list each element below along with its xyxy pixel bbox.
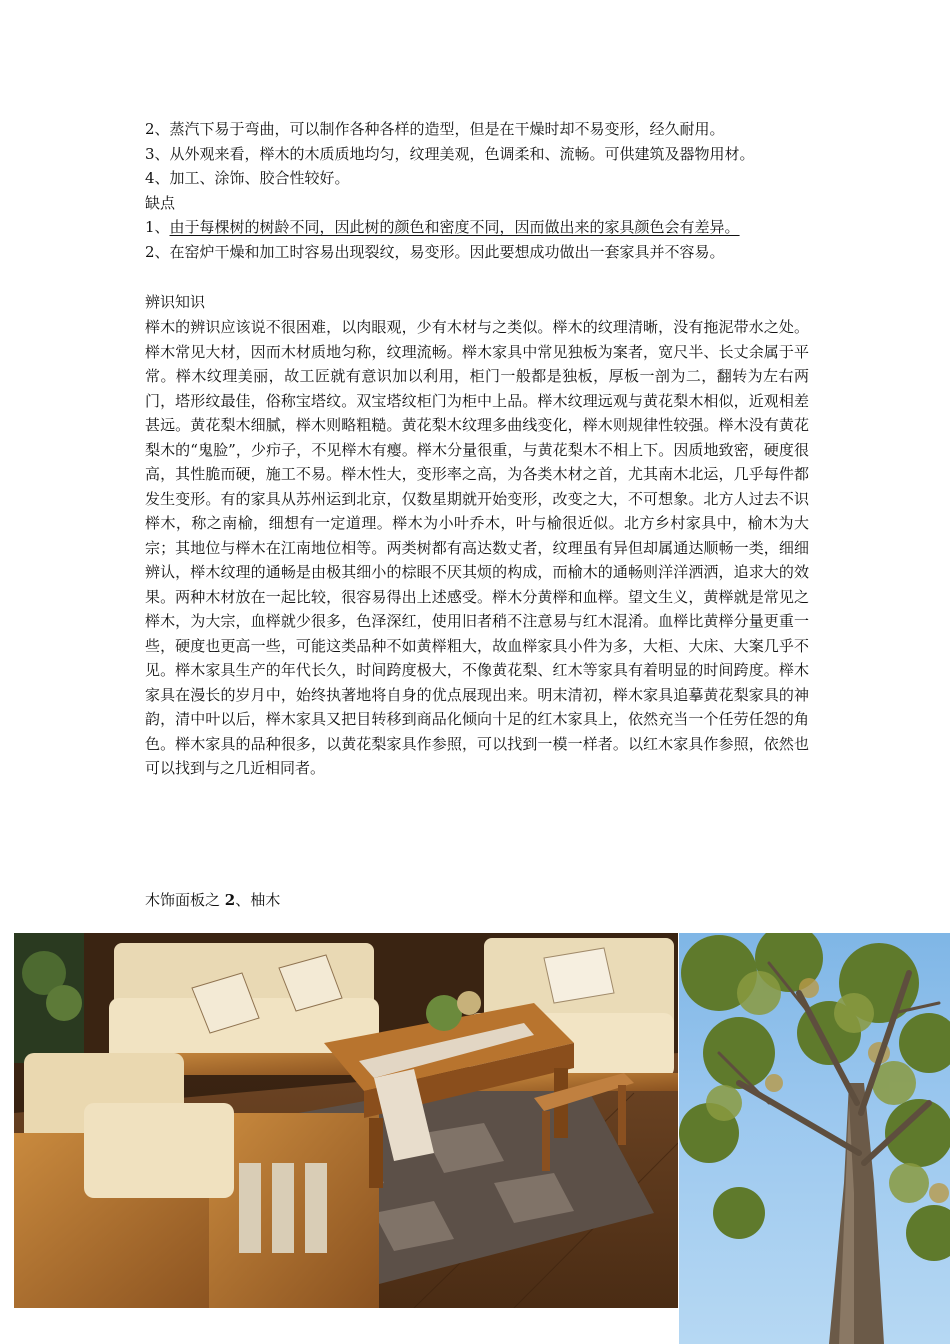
pros-list: [145, 117, 809, 264]
pros-line: 3、从外观来看，榉木的木质质地均匀，纹理美观，色调柔和、流畅。可供建筑及器物用材。: [145, 144, 755, 163]
cons-line-prefix: 1、: [145, 218, 170, 236]
sofa-photo: [14, 933, 678, 1308]
section-title-suffix: 、柚木: [235, 891, 281, 909]
sofa-photo-illustration: [14, 933, 678, 1308]
section-title-number: 2: [224, 891, 236, 909]
pros-line: 2、蒸汽下易于弯曲，可以制作各种各样的造型，但是在干燥时却不易变形，经久耐用。: [145, 120, 725, 138]
cons-line: [145, 240, 809, 265]
section-title-prefix: 木饰面板之: [145, 891, 221, 909]
tree-photo: [679, 933, 950, 1344]
cons-line-text-underlined: 由于每棵树的树龄不同，因此树的颜色和密度不同，因而做出来的家具颜色会有差异。: [169, 218, 740, 236]
pros-line: 4、加工、涂饰、胶合性较好。: [145, 169, 350, 187]
identification-title: 辨识知识: [145, 293, 206, 311]
cons-line: [145, 215, 809, 240]
section-title: [145, 889, 280, 911]
tree-photo-illustration: [679, 933, 950, 1344]
identification-body: 榉木的辨识应该说不很困难，以肉眼观，少有木材与之类似。榉木的纹理清晰，没有拖泥带水之处。榉木常见大材，因而木材质地匀称，纹理流畅。榉木家具中常见独板为案者，宽尺半、长丈余属于平常。榉木纹理美丽，故工匠就有意识加以利用，柜门一般都是独板，厚板一剖为二，翻转为左右两门，塔形纹最佳，俗称宝塔纹。双宝塔纹柜门为柜中上品。榉木纹理远观与黄花梨木相似，近观相差甚远。黄花梨木细腻，榉木则略粗糙。黄花梨木纹理多曲线变化，榉木则规律性较强。榉木没有黄花梨木的“鬼脸”，少疖子，不见榉木有瘿。榉木分量很重，与黄花梨木不相上下。因质地致密，硬度很高，其性脆而硬，施工不易。榉木性大，变形率之高，为各类木材之首，尤其南木北运，几乎每件都发生变形。有的家具从苏州运到北京，仅数星期就开始变形，改变之大，不可想象。北方人过去不识榉木，称之南榆，细想有一定道理。榉木为小叶乔木，叶与榆很近似。北方乡村家具中，榆木为大宗；其地位与榉木在江南地位相等。两类树都有高达数丈者，纹理虽有异但却属通达顺畅一类，细细辨认，榉木纹理的通畅是由极其细小的棕眼不厌其烦的构成，而榆木的通畅则洋洋洒洒，追求大的效果。两种木材放在一起比较，很容易得出上述感受。榉木分黄榉和血榉。望文生义，黄榉就是常见之榉木，为大宗，血榉就少很多，色泽深红，使用旧者稍不注意易与红木混淆。血榉比黄榉分量更重一些，硬度也更高一些，可能这类品种不如黄榉粗大，故血榉家具小件为多，大柜、大床、大案几乎不见。榉木家具生产的年代长久，时间跨度极大，不像黄花梨、红木等家具有着明显的时间跨度。榉木家具在漫长的岁月中，始终执著地将自身的优点展现出来。明末清初，榉木家具追摹黄花梨家具的神韵，清中叶以后，榉木家具又把目转移到商品化倾向十足的红木家具上，依然充当一个任劳任怨的角色。榉木家具的品种很多，以黄花梨家具作参照，可以找到一模一样者。以红木家具作参照，依然也可以找到与之几近相同者。: [145, 318, 809, 777]
cons-line-text: 2、在窑炉干燥和加工时容易出现裂纹，易变形。因此要想成功做出一套家具并不容易。: [145, 242, 725, 261]
cons-heading: 缺点: [145, 193, 176, 212]
